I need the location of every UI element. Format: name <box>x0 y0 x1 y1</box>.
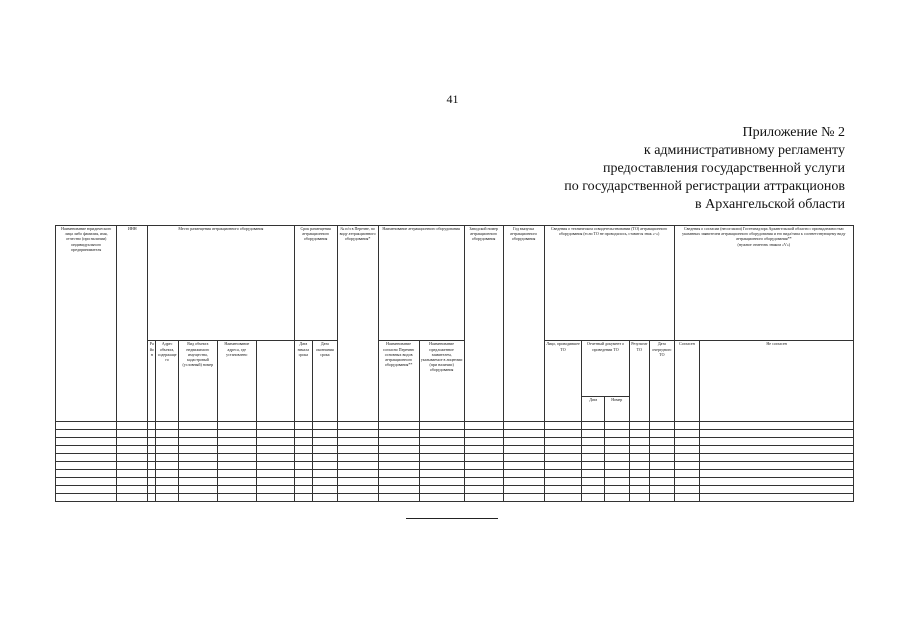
table-cell <box>148 445 156 453</box>
table-cell <box>604 469 629 477</box>
table-cell <box>313 485 338 493</box>
table-cell <box>117 421 148 429</box>
table-cell <box>178 477 217 485</box>
table-cell <box>156 485 179 493</box>
table-cell <box>256 477 294 485</box>
appendix-line: в Архангельской области <box>695 197 845 212</box>
table-cell <box>464 453 503 461</box>
table-cell <box>178 429 217 437</box>
table-cell <box>544 437 582 445</box>
table-cell <box>148 453 156 461</box>
table-cell <box>629 469 649 477</box>
table-cell <box>464 469 503 477</box>
approval-text: Сведения о согласии (несогласии) Гостехнадзора Архангельской области с принадлежностью указанных заявителем аттракционного оборудования и его вида/типа к соответствующему виду аттракционного оборудования** <box>682 226 846 242</box>
table-cell <box>700 429 854 437</box>
table-cell <box>604 461 629 469</box>
table-cell <box>156 445 179 453</box>
table-cell <box>582 453 605 461</box>
table-cell <box>178 469 217 477</box>
approval-note: (нужное отметить знаком «V») <box>737 241 791 247</box>
table-cell <box>700 493 854 501</box>
subheader-result: Результат ТО <box>629 341 649 421</box>
subheader-agree: Согласен <box>674 341 700 421</box>
table-cell <box>294 485 312 493</box>
subheader-installation-address: Наименование адреса, где установлено <box>217 341 256 421</box>
table-cell <box>56 469 117 477</box>
table-cell <box>148 493 156 501</box>
table-cell <box>629 429 649 437</box>
header-inn: ИНН <box>117 226 148 422</box>
table-cell <box>313 477 338 485</box>
table-cell <box>117 437 148 445</box>
table-cell <box>464 461 503 469</box>
table-cell <box>148 437 156 445</box>
subheader-property-type: Вид объекта недвижимого имущества, кадастровый (условный) номер <box>178 341 217 421</box>
table-cell <box>178 461 217 469</box>
table-cell <box>650 453 675 461</box>
table-cell <box>378 469 419 477</box>
table-cell <box>503 445 544 453</box>
table-cell <box>674 485 700 493</box>
table-cell <box>544 469 582 477</box>
table-cell <box>156 421 179 429</box>
table-cell <box>604 485 629 493</box>
page-number: 41 <box>446 92 459 106</box>
table-cell <box>178 493 217 501</box>
table-cell <box>674 421 700 429</box>
table-cell <box>256 429 294 437</box>
table-cell <box>337 469 378 477</box>
table-cell <box>148 485 156 493</box>
table-cell <box>419 469 464 477</box>
table-cell <box>337 437 378 445</box>
table-cell <box>178 437 217 445</box>
subheader-name-per-list: Наименование согласно Перечню основных видов аттракционного оборудования** <box>378 341 419 421</box>
table-cell <box>256 421 294 429</box>
table-cell <box>217 485 256 493</box>
table-cell <box>156 437 179 445</box>
table-cell <box>674 461 700 469</box>
table-cell <box>544 493 582 501</box>
table-cell <box>419 493 464 501</box>
table-cell <box>117 477 148 485</box>
table-row <box>56 485 854 493</box>
table-cell <box>629 493 649 501</box>
table-cell <box>313 461 338 469</box>
table-row <box>56 493 854 501</box>
table-cell <box>464 445 503 453</box>
table-cell <box>674 477 700 485</box>
table-cell <box>217 421 256 429</box>
table-row <box>56 469 854 477</box>
table-cell <box>117 485 148 493</box>
table-cell <box>148 477 156 485</box>
table-cell <box>117 429 148 437</box>
table-cell <box>313 445 338 453</box>
table-cell <box>419 429 464 437</box>
table-cell <box>217 469 256 477</box>
table-cell <box>674 445 700 453</box>
subheader-doc-number: Номер <box>604 396 629 421</box>
table-cell <box>464 485 503 493</box>
table-cell <box>313 429 338 437</box>
table-cell <box>313 453 338 461</box>
table-cell <box>56 437 117 445</box>
table-cell <box>503 485 544 493</box>
table-cell <box>629 421 649 429</box>
table-cell <box>674 469 700 477</box>
table-cell <box>674 453 700 461</box>
table-cell <box>117 445 148 453</box>
table-cell <box>700 469 854 477</box>
table-cell <box>156 477 179 485</box>
table-cell <box>604 477 629 485</box>
table-cell <box>178 485 217 493</box>
table-cell <box>419 477 464 485</box>
table-cell <box>148 461 156 469</box>
appendix-line: по государственной регистрации аттракционов <box>564 179 845 194</box>
table-cell <box>378 445 419 453</box>
table-cell <box>419 485 464 493</box>
table-cell <box>582 445 605 453</box>
table-cell <box>56 493 117 501</box>
table-cell <box>419 445 464 453</box>
appendix-heading <box>564 124 845 214</box>
table-cell <box>156 429 179 437</box>
table-cell <box>378 421 419 429</box>
table-cell <box>294 477 312 485</box>
table-cell <box>294 429 312 437</box>
appendix-title: Приложение № 2 <box>742 125 845 140</box>
table-cell <box>582 421 605 429</box>
table-cell <box>337 493 378 501</box>
table-cell <box>217 429 256 437</box>
table-cell <box>464 437 503 445</box>
table-cell <box>464 493 503 501</box>
table-row <box>56 421 854 429</box>
table-cell <box>464 421 503 429</box>
subheader-address: Адрес объекта, содержащего <box>156 341 179 421</box>
table-cell <box>650 485 675 493</box>
table-cell <box>582 437 605 445</box>
table-cell <box>464 429 503 437</box>
table-cell <box>700 453 854 461</box>
subheader-next-date: Дата очередного ТО <box>650 341 675 421</box>
table-cell <box>674 429 700 437</box>
table-cell <box>217 453 256 461</box>
table-cell <box>674 437 700 445</box>
table-cell <box>117 493 148 501</box>
table-cell <box>650 445 675 453</box>
table-cell <box>674 493 700 501</box>
table-cell <box>313 493 338 501</box>
table-cell <box>148 421 156 429</box>
table-cell <box>629 437 649 445</box>
table-cell <box>256 485 294 493</box>
table-cell <box>217 493 256 501</box>
table-cell <box>503 437 544 445</box>
table-cell <box>503 421 544 429</box>
table-cell <box>650 493 675 501</box>
table-cell <box>294 469 312 477</box>
footnote-separator <box>406 518 498 519</box>
registration-form-table <box>55 225 854 502</box>
table-cell <box>156 469 179 477</box>
table-cell <box>217 461 256 469</box>
header-term: Срок размещения аттракционного оборудования <box>294 226 337 341</box>
table-cell <box>700 421 854 429</box>
table-cell <box>117 453 148 461</box>
table-cell <box>156 461 179 469</box>
table-cell <box>117 461 148 469</box>
table-cell <box>378 485 419 493</box>
table-row <box>56 445 854 453</box>
table-cell <box>629 477 649 485</box>
table-cell <box>629 461 649 469</box>
table-cell <box>700 445 854 453</box>
table-cell <box>419 453 464 461</box>
table-cell <box>178 445 217 453</box>
table-cell <box>337 453 378 461</box>
table-cell <box>56 477 117 485</box>
table-cell <box>178 421 217 429</box>
table-cell <box>313 437 338 445</box>
header-serial-number: Заводской номер аттракционного оборудования <box>464 226 503 422</box>
subheader-extra <box>256 341 294 421</box>
table-cell <box>156 453 179 461</box>
table-cell <box>378 453 419 461</box>
header-tech-service: Сведения о техническом освидетельствовании (ТО) аттракционного оборудования (если ТО не проводилось, ставится знак «-») <box>544 226 674 341</box>
table-cell <box>544 485 582 493</box>
table-cell <box>217 477 256 485</box>
table-cell <box>378 437 419 445</box>
table-cell <box>337 461 378 469</box>
table-cell <box>378 429 419 437</box>
table-row <box>56 453 854 461</box>
table-cell <box>582 493 605 501</box>
table-cell <box>604 429 629 437</box>
table-cell <box>544 453 582 461</box>
table-cell <box>419 437 464 445</box>
table-cell <box>503 429 544 437</box>
subheader-disagree: Не согласен <box>700 341 854 421</box>
table-cell <box>604 493 629 501</box>
table-cell <box>544 429 582 437</box>
table-cell <box>217 437 256 445</box>
subheader-report-document: Отчетный документ о проведении ТО <box>582 341 629 396</box>
table-cell <box>378 493 419 501</box>
table-cell <box>256 461 294 469</box>
table-cell <box>313 421 338 429</box>
table-cell <box>604 437 629 445</box>
subheader-inspector: Лицо, проводившее ТО <box>544 341 582 421</box>
table-row <box>56 477 854 485</box>
table-cell <box>117 469 148 477</box>
table-cell <box>56 453 117 461</box>
header-year: Год выпуска аттракционного оборудования <box>503 226 544 422</box>
table-cell <box>582 461 605 469</box>
table-cell <box>582 485 605 493</box>
table-row <box>56 429 854 437</box>
table-cell <box>256 445 294 453</box>
table-cell <box>337 477 378 485</box>
table-cell <box>256 493 294 501</box>
table-cell <box>503 453 544 461</box>
table-row <box>56 461 854 469</box>
table-cell <box>650 477 675 485</box>
table-cell <box>294 493 312 501</box>
table-cell <box>337 445 378 453</box>
table-cell <box>378 477 419 485</box>
table-cell <box>503 493 544 501</box>
subheader-district: Район <box>148 341 156 421</box>
table-cell <box>700 461 854 469</box>
header-owner-name: Наименование юридического лица либо фамилия, имя, отчество (при наличии) индивидуального предпринимателя <box>56 226 117 422</box>
table-cell <box>604 421 629 429</box>
table-cell <box>544 445 582 453</box>
table-cell <box>419 461 464 469</box>
table-cell <box>650 421 675 429</box>
table-cell <box>629 485 649 493</box>
table-cell <box>700 437 854 445</box>
table-cell <box>544 421 582 429</box>
table-cell <box>256 453 294 461</box>
table-cell <box>148 429 156 437</box>
table-cell <box>337 485 378 493</box>
subheader-end-date: Дата окончания срока <box>313 341 338 421</box>
table-cell <box>650 437 675 445</box>
table-cell <box>56 429 117 437</box>
table-cell <box>256 437 294 445</box>
table-cell <box>256 469 294 477</box>
table-cell <box>56 485 117 493</box>
table-cell <box>56 421 117 429</box>
table-cell <box>148 469 156 477</box>
table-cell <box>337 429 378 437</box>
subheader-name-proposed: Наименование предложенное заявителем, указываемое в лицензии (при наличии) оборудования <box>419 341 464 421</box>
table-cell <box>156 493 179 501</box>
table-cell <box>604 453 629 461</box>
table-cell <box>294 461 312 469</box>
table-cell <box>582 469 605 477</box>
table-cell <box>56 461 117 469</box>
table-cell <box>582 477 605 485</box>
table-cell <box>582 429 605 437</box>
table-cell <box>378 461 419 469</box>
table-cell <box>650 429 675 437</box>
table-cell <box>294 453 312 461</box>
header-scheme-number: № п/п в Перечне, по виду аттракционного оборудования* <box>337 226 378 422</box>
table-cell <box>700 485 854 493</box>
table-cell <box>56 445 117 453</box>
table-cell <box>544 461 582 469</box>
appendix-line: к административному регламенту <box>643 143 845 158</box>
table-cell <box>650 461 675 469</box>
table-cell <box>217 445 256 453</box>
table-cell <box>503 461 544 469</box>
subheader-start-date: Дата начала срока <box>294 341 312 421</box>
table-row <box>56 437 854 445</box>
table-cell <box>604 445 629 453</box>
header-location: Место размещения аттракционного оборудования <box>148 226 294 341</box>
table-cell <box>294 421 312 429</box>
table-cell <box>629 445 649 453</box>
subheader-doc-date: Дата <box>582 396 605 421</box>
table-cell <box>650 469 675 477</box>
table-cell <box>337 421 378 429</box>
table-cell <box>313 469 338 477</box>
table-cell <box>544 477 582 485</box>
table-cell <box>464 477 503 485</box>
table-cell <box>419 421 464 429</box>
table-cell <box>503 477 544 485</box>
table-cell <box>503 469 544 477</box>
table-cell <box>178 453 217 461</box>
table-cell <box>700 477 854 485</box>
header-equipment-name: Наименование аттракционного оборудования <box>378 226 464 341</box>
table-cell <box>294 437 312 445</box>
table-cell <box>629 453 649 461</box>
appendix-line: предоставления государственной услуги <box>603 161 845 176</box>
table-cell <box>294 445 312 453</box>
header-approval <box>674 226 853 341</box>
